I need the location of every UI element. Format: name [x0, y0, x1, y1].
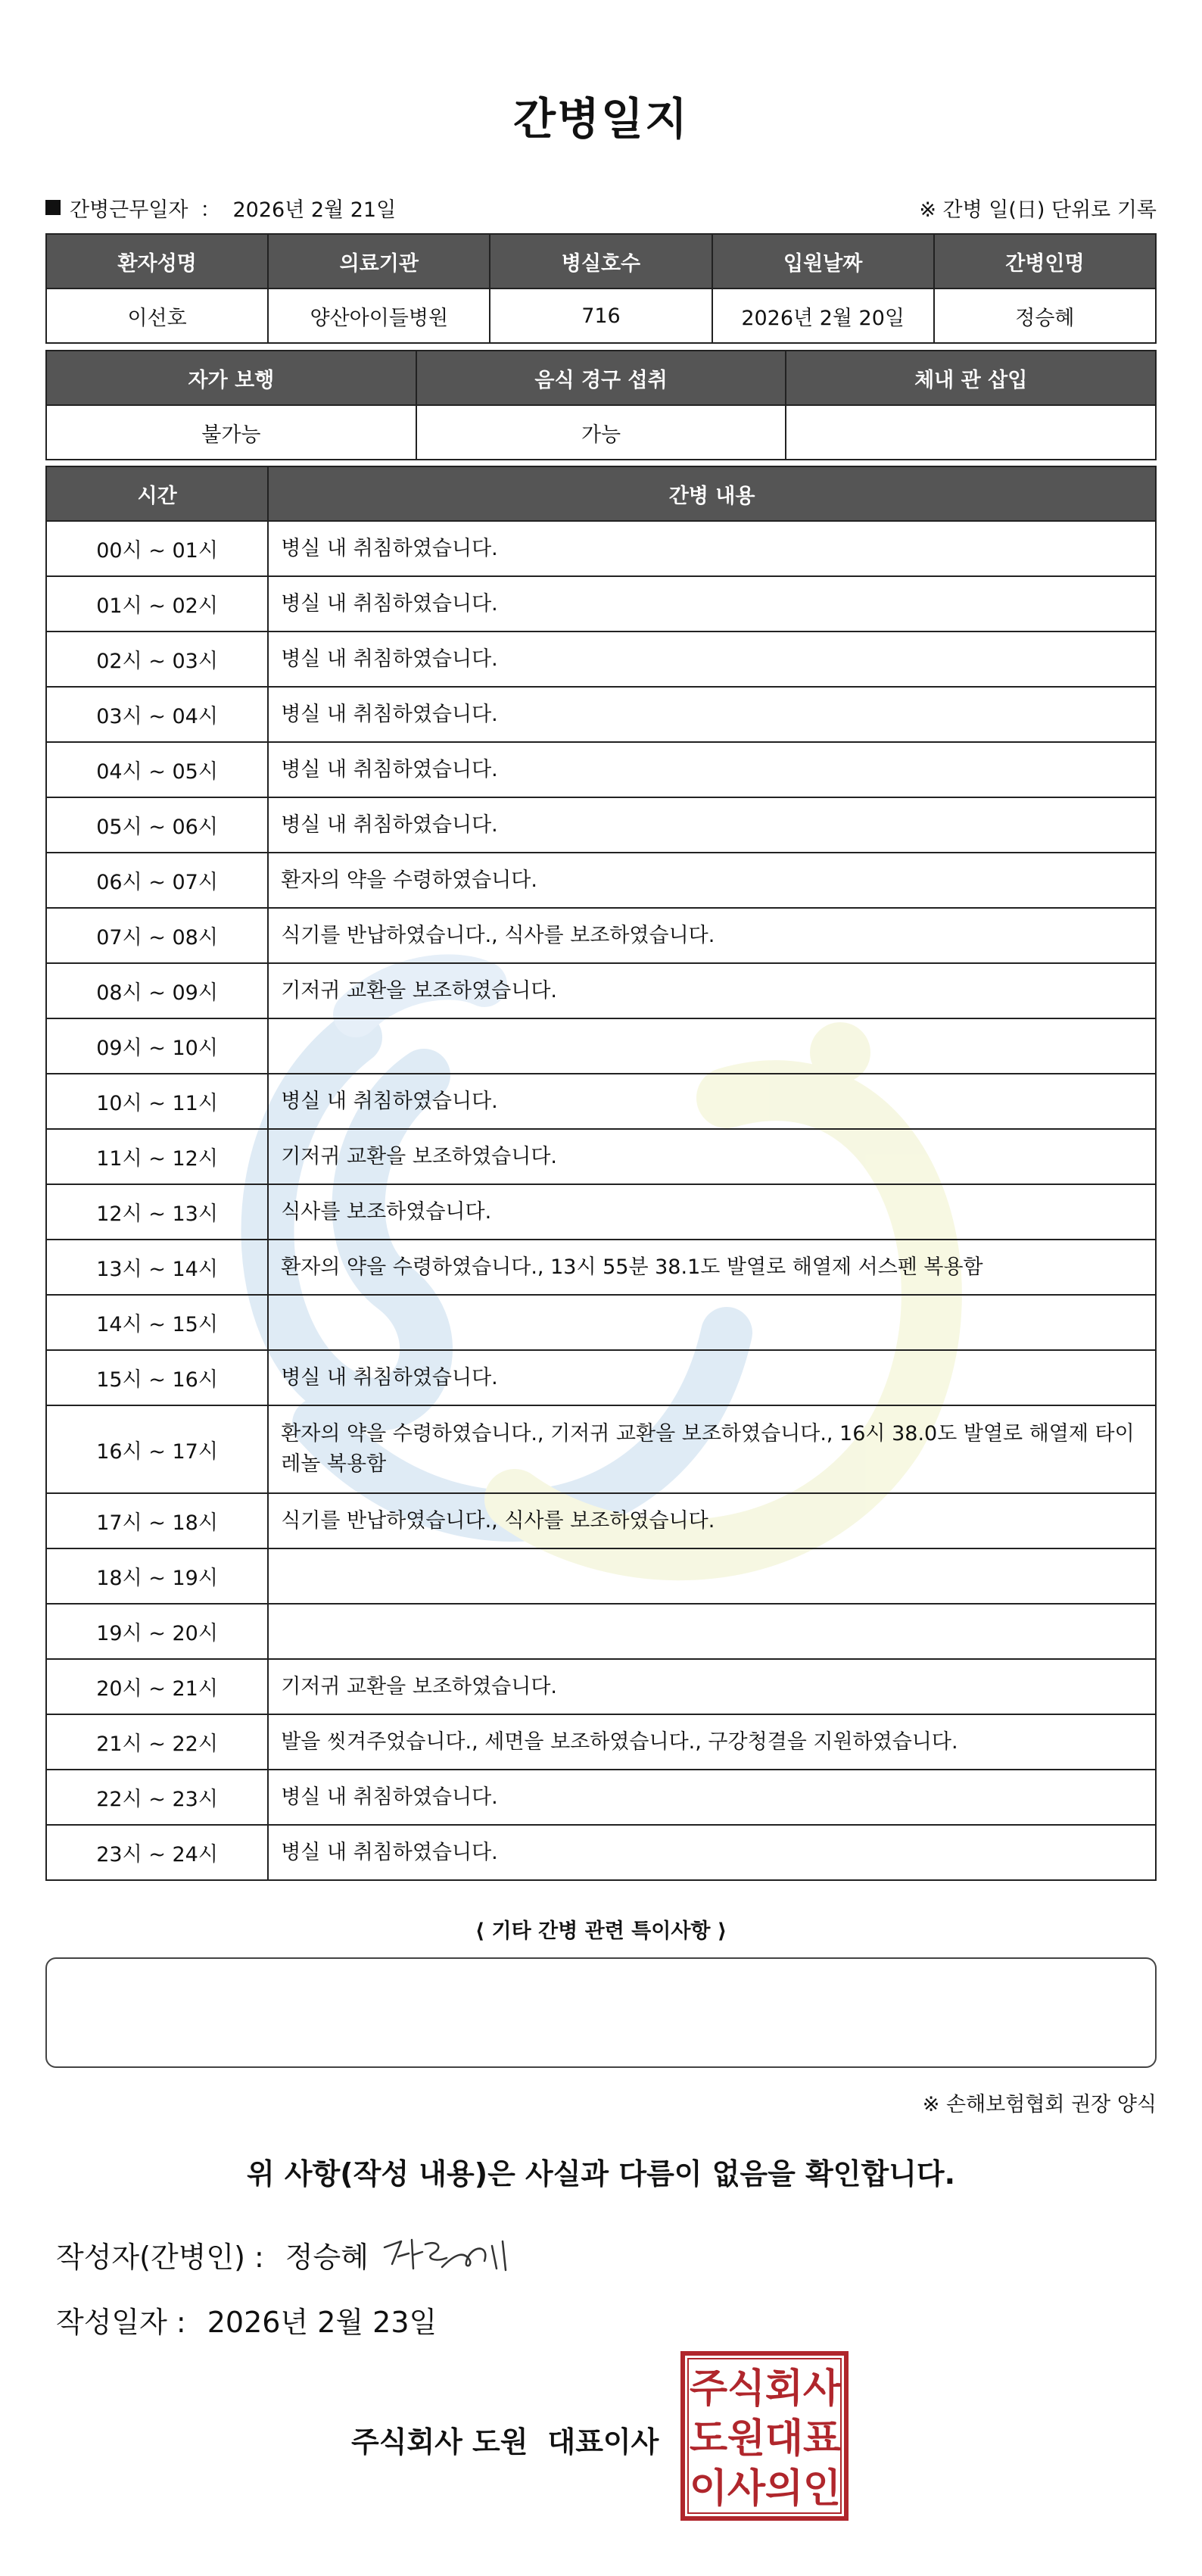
log-content: 발을 씻겨주었습니다., 세면을 보조하였습니다., 구강청결을 지원하였습니다. — [268, 1714, 1156, 1770]
log-content: 환자의 약을 수령하였습니다., 13시 55분 38.1도 발열로 해열제 서스펜 복용함 — [268, 1240, 1156, 1295]
header-care-content: 간병 내용 — [268, 466, 1156, 521]
seal-character: 회 — [764, 2366, 804, 2412]
log-time: 11시 ~ 12시 — [46, 1129, 268, 1184]
log-time: 03시 ~ 04시 — [46, 687, 268, 742]
log-content: 식기를 반납하였습니다., 식사를 보조하였습니다. — [268, 1493, 1156, 1548]
seal-character: 이 — [689, 2466, 728, 2512]
log-row — [46, 1548, 1156, 1604]
header-patient-name: 환자성명 — [46, 234, 268, 288]
tube-insertion-value — [786, 405, 1156, 460]
seal-character: 식 — [727, 2366, 766, 2412]
log-content — [268, 1604, 1156, 1659]
log-row — [46, 1074, 1156, 1129]
header-oral-intake: 음식 경구 섭취 — [416, 351, 786, 405]
log-row — [46, 576, 1156, 632]
caregiver-name: 정승혜 — [934, 288, 1156, 343]
log-row — [46, 1770, 1156, 1825]
handwritten-signature — [378, 2225, 530, 2285]
log-content: 환자의 약을 수령하였습니다., 기저귀 교환을 보조하였습니다., 16시 38.0도 발열로 해열제 타이레놀 복용함 — [268, 1405, 1156, 1493]
log-time: 20시 ~ 21시 — [46, 1659, 268, 1714]
log-content: 병실 내 취침하였습니다. — [268, 687, 1156, 742]
written-date-value: 2026년 2월 23일 — [207, 2306, 438, 2339]
seal-character: 인 — [802, 2466, 842, 2512]
log-time: 07시 ~ 08시 — [46, 908, 268, 963]
seal-character: 사 — [802, 2366, 842, 2412]
writer-label: 작성자(간병인) : — [56, 2241, 264, 2274]
seal-character: 표 — [802, 2416, 842, 2462]
company-seal-stamp — [680, 2350, 849, 2521]
log-rows — [46, 521, 1156, 1880]
log-row — [46, 742, 1156, 797]
log-row — [46, 1825, 1156, 1880]
log-row — [46, 632, 1156, 687]
self-walking-value: 불가능 — [46, 405, 416, 460]
company-role: 대표이사 — [547, 2425, 659, 2459]
written-date-line — [56, 2299, 437, 2341]
hourly-care-log-table — [45, 466, 1157, 1881]
log-content: 병실 내 취침하였습니다. — [268, 797, 1156, 853]
writer-line — [56, 2234, 369, 2275]
work-date-value: 2026년 2월 21일 — [232, 198, 397, 222]
log-time: 08시 ~ 09시 — [46, 963, 268, 1018]
log-row — [46, 1405, 1156, 1493]
log-time: 02시 ~ 03시 — [46, 632, 268, 687]
log-row — [46, 853, 1156, 908]
work-date-label: 간병근무일자 — [70, 198, 188, 222]
log-row — [46, 521, 1156, 576]
seal-character: 주 — [689, 2366, 728, 2412]
log-content: 병실 내 취침하였습니다. — [268, 742, 1156, 797]
log-row — [46, 1240, 1156, 1295]
seal-character: 대 — [764, 2416, 804, 2462]
notes-title: ⟨ 기타 간병 관련 특이사항 ⟩ — [475, 1920, 727, 1943]
log-time: 13시 ~ 14시 — [46, 1240, 268, 1295]
room-number: 716 — [490, 288, 712, 343]
log-content: 병실 내 취침하였습니다. — [268, 521, 1156, 576]
oral-intake-value: 가능 — [416, 405, 786, 460]
record-unit-note: ※ 간병 일(日) 단위로 기록 — [919, 198, 1157, 222]
log-content: 기저귀 교환을 보조하였습니다. — [268, 1129, 1156, 1184]
header-caregiver-name: 간병인명 — [934, 234, 1156, 288]
log-time: 12시 ~ 13시 — [46, 1184, 268, 1240]
patient-info-table — [45, 233, 1157, 344]
log-content: 병실 내 취침하였습니다. — [268, 1074, 1156, 1129]
log-content: 병실 내 취침하였습니다. — [268, 632, 1156, 687]
log-content: 병실 내 취침하였습니다. — [268, 1825, 1156, 1880]
page-title: 간병일지 — [512, 93, 690, 145]
log-row — [46, 1604, 1156, 1659]
special-notes-box — [45, 1957, 1157, 2068]
header-hospital: 의료기관 — [268, 234, 490, 288]
log-time: 10시 ~ 11시 — [46, 1074, 268, 1129]
written-date-label: 작성일자 : — [56, 2306, 186, 2339]
log-time: 21시 ~ 22시 — [46, 1714, 268, 1770]
log-time: 15시 ~ 16시 — [46, 1350, 268, 1405]
header-self-walking: 자가 보행 — [46, 351, 416, 405]
log-time: 19시 ~ 20시 — [46, 1604, 268, 1659]
company-signature-line — [351, 2419, 659, 2460]
log-row — [46, 963, 1156, 1018]
log-time: 14시 ~ 15시 — [46, 1295, 268, 1350]
patient-name: 이선호 — [46, 288, 268, 343]
seal-character: 사 — [727, 2466, 766, 2512]
log-time: 23시 ~ 24시 — [46, 1825, 268, 1880]
header-admission-date: 입원날짜 — [712, 234, 934, 288]
log-row — [46, 1295, 1156, 1350]
square-bullet-icon — [45, 200, 61, 215]
log-content: 식기를 반납하였습니다., 식사를 보조하였습니다. — [268, 908, 1156, 963]
company-name: 주식회사 도원 — [351, 2425, 528, 2459]
header-room-number: 병실호수 — [490, 234, 712, 288]
log-content: 병실 내 취침하였습니다. — [268, 576, 1156, 632]
log-content: 기저귀 교환을 보조하였습니다. — [268, 963, 1156, 1018]
recommended-form-note: ※ 손해보험협회 권장 양식 — [922, 2093, 1157, 2116]
meta-row — [45, 192, 1157, 223]
header-time: 시간 — [46, 466, 268, 521]
log-row — [46, 1184, 1156, 1240]
log-row — [46, 1018, 1156, 1074]
work-date — [45, 193, 396, 223]
log-time: 16시 ~ 17시 — [46, 1405, 268, 1493]
patient-status-table — [45, 350, 1157, 460]
log-row — [46, 1493, 1156, 1548]
log-time: 22시 ~ 23시 — [46, 1770, 268, 1825]
work-date-colon: ： — [200, 198, 221, 222]
writer-name: 정승혜 — [285, 2241, 369, 2274]
log-content — [268, 1295, 1156, 1350]
log-row — [46, 797, 1156, 853]
hospital-name: 양산아이들병원 — [268, 288, 490, 343]
log-row — [46, 908, 1156, 963]
admission-date: 2026년 2월 20일 — [712, 288, 934, 343]
log-time: 05시 ~ 06시 — [46, 797, 268, 853]
log-content: 식사를 보조하였습니다. — [268, 1184, 1156, 1240]
log-row — [46, 1659, 1156, 1714]
log-time: 06시 ~ 07시 — [46, 853, 268, 908]
log-row — [46, 1129, 1156, 1184]
log-content — [268, 1548, 1156, 1604]
log-time: 17시 ~ 18시 — [46, 1493, 268, 1548]
seal-character: 도 — [689, 2416, 728, 2462]
log-time: 04시 ~ 05시 — [46, 742, 268, 797]
log-time: 09시 ~ 10시 — [46, 1018, 268, 1074]
header-tube-insertion: 체내 관 삽입 — [786, 351, 1156, 405]
log-time: 18시 ~ 19시 — [46, 1548, 268, 1604]
log-content: 병실 내 취침하였습니다. — [268, 1350, 1156, 1405]
log-row — [46, 1350, 1156, 1405]
log-time: 01시 ~ 02시 — [46, 576, 268, 632]
seal-character: 원 — [727, 2416, 766, 2462]
log-time: 00시 ~ 01시 — [46, 521, 268, 576]
log-content — [268, 1018, 1156, 1074]
log-row — [46, 687, 1156, 742]
seal-character: 의 — [764, 2466, 804, 2512]
log-content: 환자의 약을 수령하였습니다. — [268, 853, 1156, 908]
log-row — [46, 1714, 1156, 1770]
log-content: 기저귀 교환을 보조하였습니다. — [268, 1659, 1156, 1714]
confirmation-statement: 위 사항(작성 내용)은 사실과 다름이 없음을 확인합니다. — [246, 2157, 956, 2191]
log-content: 병실 내 취침하였습니다. — [268, 1770, 1156, 1825]
